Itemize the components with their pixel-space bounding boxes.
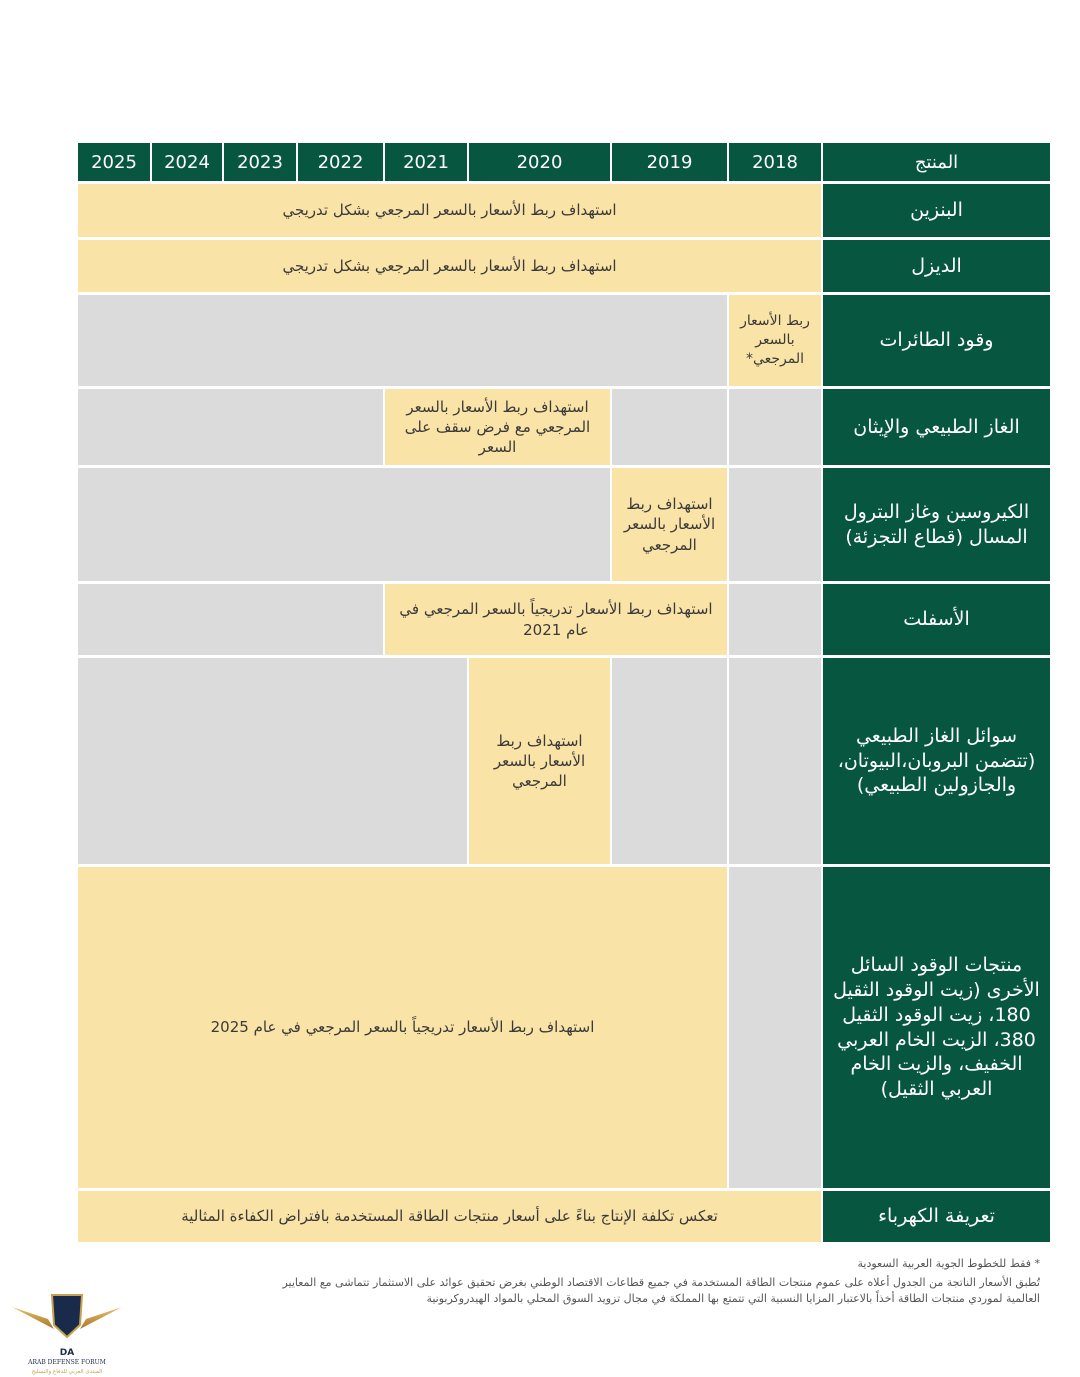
row-text-jet-fuel: ربط الأسعار بالسعر المرجعي* [729, 295, 821, 386]
row-text-asphalt: استهداف ربط الأسعار تدريجياً بالسعر المرجعي في عام 2021 [385, 584, 727, 655]
row-label-jet-fuel: وقود الطائرات [823, 295, 1050, 386]
grey-block-ngl-2018 [729, 658, 821, 864]
header-year-2025: 2025 [78, 143, 150, 181]
grey-block-asphalt-2018 [729, 584, 821, 655]
row-text-ngl: استهداف ربط الأسعار بالسعر المرجعي [469, 658, 610, 864]
row-label-gasoline: البنزين [823, 184, 1050, 237]
row-label-natural-gas-ethane: الغاز الطبيعي والإيثان [823, 389, 1050, 465]
header-year-2019: 2019 [612, 143, 727, 181]
header-year-2022: 2022 [298, 143, 383, 181]
header-product: المنتج [823, 143, 1050, 181]
row-text-natural-gas-ethane: استهداف ربط الأسعار بالسعر المرجعي مع فرض سقف على السعر [385, 389, 610, 465]
row-text-electricity: تعكس تكلفة الإنتاج بناءً على أسعار منتجات الطاقة المستخدمة بافتراض الكفاءة المثالية [78, 1191, 821, 1242]
row-label-diesel: الديزل [823, 240, 1050, 292]
header-year-2021: 2021 [385, 143, 467, 181]
notes-paragraph: تُطبق الأسعار الناتجة من الجدول أعلاه على عموم منتجات الطاقة المستخدمة في جميع قطاعات الاقتصاد الوطني بغرض تحقيق عوائد على الاستثمار تتماشى مع المعايير العالمية لموردي منتجات الطاقة أخذاً بالاعتبار المزايا النسبية التي تتمتع بها المملكة في مجال تزويد السوق المحلي بالمواد الهيدروكربونية [282, 1276, 1040, 1305]
footnote: * فقط للخطوط الجوية العربية السعودية [857, 1257, 1040, 1270]
row-text-other-liquid-fuels: استهداف ربط الأسعار تدريجياً بالسعر المرجعي في عام 2025 [78, 867, 727, 1188]
grey-block-jet-fuel [78, 295, 727, 386]
svg-text:DA: DA [59, 1348, 75, 1358]
grey-block-kero-rest [78, 468, 610, 581]
grey-block-asphalt-rest [78, 584, 383, 655]
grey-block-ng-rest [78, 389, 383, 465]
row-text-diesel: استهداف ربط الأسعار بالسعر المرجعي بشكل تدريجي [78, 240, 821, 292]
header-year-2024: 2024 [152, 143, 222, 181]
svg-text:المنتدى العربي للدفاع والتسليح: المنتدى العربي للدفاع والتسليح [31, 1369, 103, 1375]
arab-defense-forum-logo [8, 1285, 126, 1377]
grey-block-kero-2018 [729, 468, 821, 581]
grey-block-ngl-2019 [612, 658, 727, 864]
svg-text:ARAB DEFENSE FORUM: ARAB DEFENSE FORUM [28, 1359, 106, 1366]
row-label-kerosene-lpg: الكيروسين وغاز البترول المسال (قطاع التجزئة) [823, 468, 1050, 581]
header-year-2018: 2018 [729, 143, 821, 181]
header-year-2020: 2020 [469, 143, 610, 181]
row-label-ngl: سوائل الغاز الطبيعي (تتضمن البروبان،البيوتان، والجازولين الطبيعي) [823, 658, 1050, 864]
header-year-2023: 2023 [224, 143, 296, 181]
row-text-kerosene-lpg: استهداف ربط الأسعار بالسعر المرجعي [612, 468, 727, 581]
grey-block-ngl-rest [78, 658, 467, 864]
grey-block-ng-2019 [612, 389, 727, 465]
row-label-other-liquid-fuels: منتجات الوقود السائل الأخرى (زيت الوقود الثقيل 180، زيت الوقود الثقيل 380، الزيت الخام العربي الخفيف، والزيت الخام العربي الثقيل) [823, 867, 1050, 1188]
grey-block-other-2018 [729, 867, 821, 1188]
grey-block-ng-2018 [729, 389, 821, 465]
row-text-gasoline: استهداف ربط الأسعار بالسعر المرجعي بشكل تدريجي [78, 184, 821, 237]
row-label-electricity: تعريفة الكهرباء [823, 1191, 1050, 1242]
row-label-asphalt: الأسفلت [823, 584, 1050, 655]
